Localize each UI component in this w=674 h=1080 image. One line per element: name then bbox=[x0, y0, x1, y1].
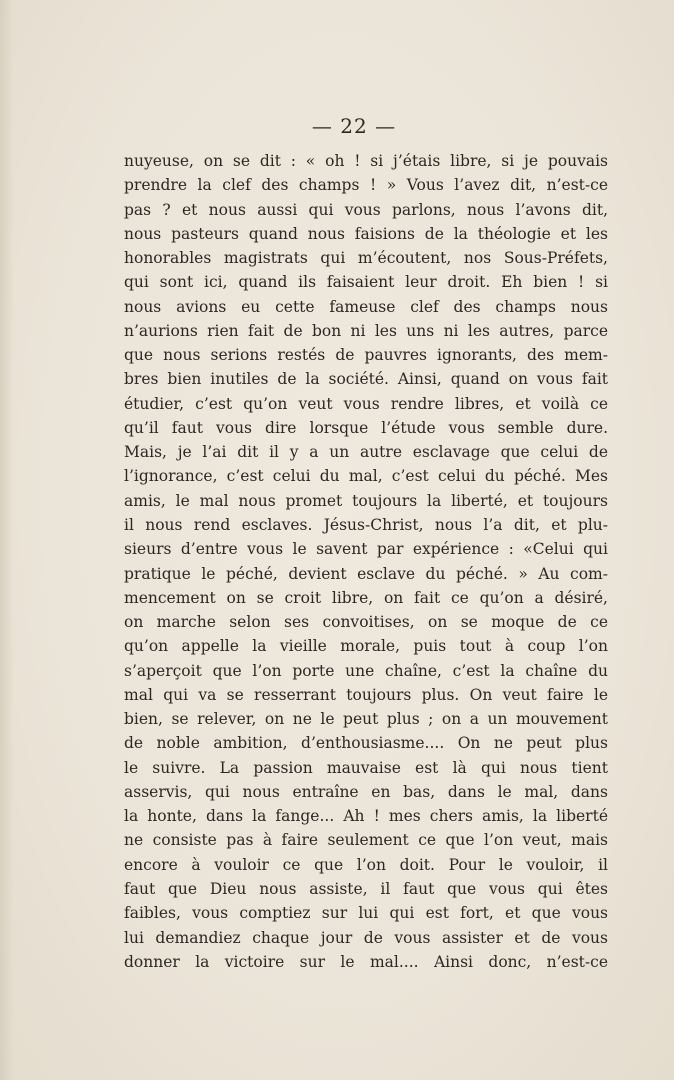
page-edge-shadow bbox=[0, 0, 14, 1080]
text-line: la honte, dans la fange... Ah ! mes chers amis, la liberté bbox=[124, 807, 608, 826]
text-line: que nous serions restés de pauvres ignorants, des mem- bbox=[124, 346, 608, 365]
text-line: pratique le péché, devient esclave du péché. » Au com- bbox=[124, 564, 608, 583]
text-line: honorables magistrats qui m’écoutent, nos Sous-Préfets, bbox=[124, 249, 608, 268]
text-line: s’aperçoit que l’on porte une chaîne, c’est la chaîne du bbox=[124, 661, 608, 680]
text-line: faut que Dieu nous assiste, il faut que vous qui êtes bbox=[124, 879, 608, 898]
text-line: nuyeuse, on se dit : « oh ! si j’étais libre, si je pouvais bbox=[124, 152, 608, 170]
text-line: l’ignorance, c’est celui du mal, c’est celui du péché. Mes bbox=[124, 467, 608, 486]
text-line: mal qui va se resserrant toujours plus. On veut faire le bbox=[124, 685, 608, 704]
text-line: qu’on appelle la vieille morale, puis tout à coup l’on bbox=[124, 637, 608, 656]
text-line: amis, le mal nous promet toujours la liberté, et toujours bbox=[124, 491, 608, 510]
text-line: bres bien inutiles de la société. Ainsi, quand on vous fait bbox=[124, 370, 608, 389]
page-number: — 22 — bbox=[311, 114, 397, 138]
text-line: prendre la clef des champs ! » Vous l’avez dit, n’est-ce bbox=[124, 176, 608, 195]
text-line: pas ? et nous aussi qui vous parlons, nous l’avons dit, bbox=[124, 200, 608, 219]
text-line: qu’il faut vous dire lorsque l’étude vous semble dure. bbox=[124, 418, 608, 437]
text-line: mencement on se croit libre, on fait ce qu’on a désiré, bbox=[124, 588, 608, 607]
text-line: bien, se relever, on ne le peut plus ; on a un mouvement bbox=[124, 710, 608, 729]
text-line: Mais, je l’ai dit il y a un autre esclavage que celui de bbox=[124, 443, 608, 462]
text-line: asservis, qui nous entraîne en bas, dans le mal, dans bbox=[124, 782, 608, 801]
text-line: qui sont ici, quand ils faisaient leur droit. Eh bien ! si bbox=[124, 273, 608, 292]
text-line: faibles, vous comptiez sur lui qui est fort, et que vous bbox=[124, 904, 608, 923]
text-line: encore à vouloir ce que l’on doit. Pour le vouloir, il bbox=[124, 855, 608, 874]
text-line: nous pasteurs quand nous faisions de la théologie et les bbox=[124, 224, 608, 243]
text-line: le suivre. La passion mauvaise est là qui nous tient bbox=[124, 758, 608, 777]
text-line: donner la victoire sur le mal.... Ainsi donc, n’est-ce bbox=[124, 952, 608, 971]
text-line: étudier, c’est qu’on veut vous rendre libres, et voilà ce bbox=[124, 394, 608, 413]
text-line: il nous rend esclaves. Jésus-Christ, nous l’a dit, et plu- bbox=[124, 515, 608, 534]
text-line: lui demandiez chaque jour de vous assister et de vous bbox=[124, 928, 608, 947]
text-line: ne consiste pas à faire seulement ce que l’on veut, mais bbox=[124, 831, 608, 850]
text-line: n’aurions rien fait de bon ni les uns ni les autres, parce bbox=[124, 321, 608, 340]
text-line: sieurs d’entre vous le savent par expérience : «Celui qui bbox=[124, 540, 608, 559]
text-line: de noble ambition, d’enthousiasme.... On ne peut plus bbox=[124, 734, 608, 753]
body-text bbox=[124, 149, 608, 974]
text-line: nous avions eu cette fameuse clef des champs nous bbox=[124, 297, 608, 316]
text-line: on marche selon ses convoitises, on se moque de ce bbox=[124, 613, 608, 632]
